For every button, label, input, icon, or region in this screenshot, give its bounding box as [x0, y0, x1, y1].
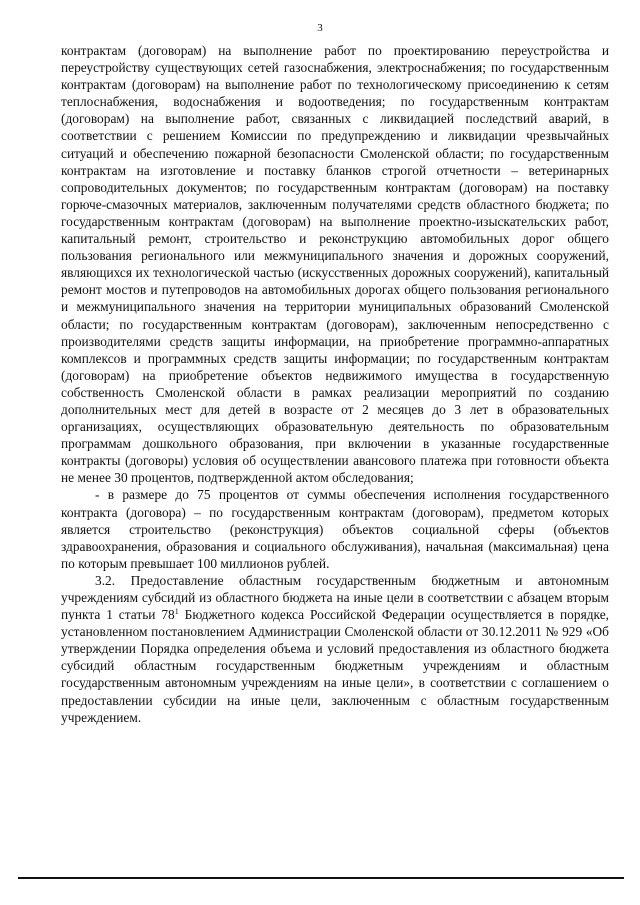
paragraph-75-percent: - в размере до 75 процентов от суммы обеспечения исполнения государственного контракта (договора) – по государственным контрактам (договорам), предметом которых является строительство (реконструкция) объектов социальной сферы (объектов здравоохранения, образования и социального обслуживания), начальная (максимальная) цена по которым превышает 100 миллионов рублей.: [61, 487, 609, 571]
paragraph-3-2-end: Бюджетного кодекса Российской Федерации осуществляется в порядке, установленном постановлением Администрации Смоленской области от 30.12.2011 № 929 «Об утверждении Порядка определения объема и условий предоставления из областного бюджета субсидий областным государственным бюджетным учреждениям и областным государственным автономным учреждениям на иные цели», в соответствии с соглашением о предоставлении субсидии на иные цели, заключенным с областным государственным учреждением.: [61, 607, 609, 725]
article-superscript: 1: [174, 607, 179, 617]
page-number: 3: [317, 22, 323, 34]
bottom-divider: [18, 877, 624, 879]
paragraph-contracts-list: контрактам (договорам) на выполнение работ по проектированию переустройства и переустройству существующих сетей газоснабжения, электроснабжения; по государственным контрактам (договорам) на выполнение работ по технологическому присоединению к сетям теплоснабжения, водоснабжения и водоотведения; по государственным контрактам (договорам) на выполнение работ, связанных с ликвидацией последствий аварий, в соответствии с решением Комиссии по предупреждению и ликвидации чрезвычайных ситуаций и обеспечению пожарной безопасности Смоленской области; по государственным контрактам на изготовление и поставку бланков строгой отчетности – ветеринарных сопроводительных документов; по государственным контрактам (договорам) на поставку горюче-смазочных материалов, заключенным получателями средств областного бюджета; по государственным контрактам (договорам) на выполнение проектно-изыскательских работ, капитальный ремонт, строительство и реконструкцию автомобильных дорог общего пользования регионального или межмуниципального значения и дорожных сооружений, являющихся их технологической частью (искусственных дорожных сооружений), капитальный ремонт мостов и путепроводов на автомобильных дорогах общего пользования регионального и межмуниципального значения на территории муниципальных образований Смоленской области; по государственным контрактам (договорам), заключенным непосредственно с производителями средств защиты информации, на приобретение программно-аппаратных комплексов и программных средств защиты информации; по государственным контрактам (договорам) на приобретение объектов недвижимого имущества в государственную собственность Смоленской области в рамках реализации мероприятий по созданию дополнительных мест для детей в возрасте от 2 месяцев до 3 лет в образовательных организациях, осуществляющих образовательную деятельность по образовательным программам дошкольного образования, при включении в указанные государственные контракты (договоры) условия об осуществлении авансового платежа при готовности объекта не менее 30 процентов, подтвержденной актом обследования;: [61, 43, 609, 486]
document-body: [61, 42, 609, 726]
paragraph-3-2-start: 3.2. Предоставление областным государственным бюджетным и автономным учреждениям субсидий из областного бюджета на иные цели в соответствии с абзацем вторым пункта 1 статьи 78: [61, 572, 609, 623]
paragraph-3-2: [61, 572, 609, 726]
